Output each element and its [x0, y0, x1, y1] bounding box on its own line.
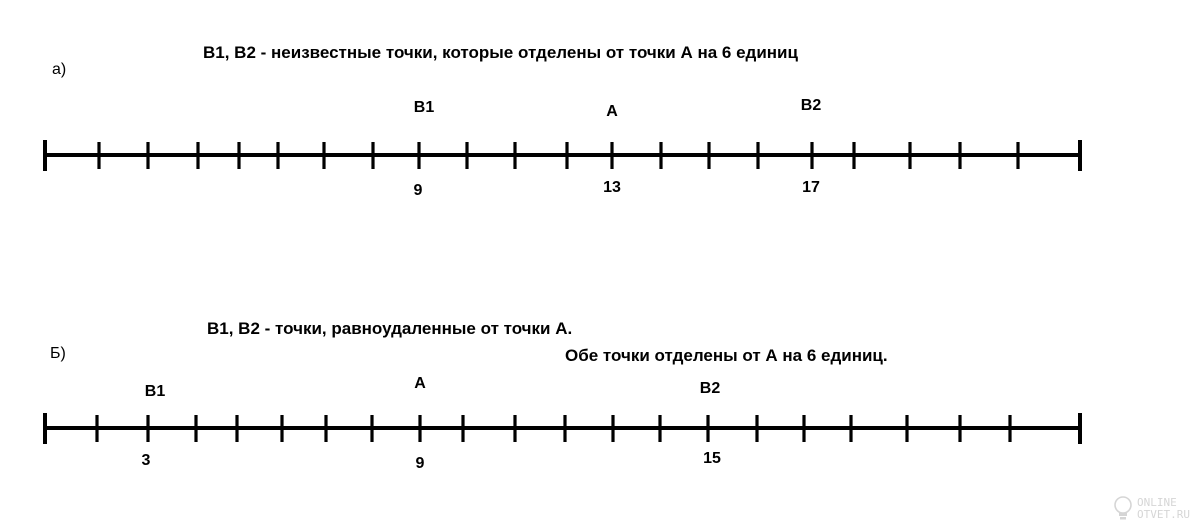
part-a-letter: а): [52, 61, 67, 78]
point-b2-label-b: В2: [699, 380, 721, 397]
point-a-label-a: А: [606, 103, 618, 120]
point-a-label-b: А: [414, 375, 426, 392]
part-a-heading: В1, В2 - неизвестные точки, которые отделены от точки А на 6 единиц: [203, 43, 798, 62]
number-13-a: 13: [603, 179, 621, 196]
part-b-subheading: Обе точки отделены от А на 6 единиц.: [565, 346, 888, 365]
number-15-b: 15: [703, 450, 721, 467]
part-b-letter: Б): [50, 345, 66, 362]
point-b2-label-a: В2: [800, 97, 822, 114]
number-9-b: 9: [415, 455, 425, 472]
watermark-line2: OTVET.RU: [1137, 508, 1190, 521]
watermark-line1: ONLINE: [1137, 496, 1177, 510]
number-3-b: 3: [141, 452, 151, 469]
number-9-a: 9: [413, 182, 423, 199]
point-b1-label-a: В1: [413, 99, 435, 116]
number-17-a: 17: [802, 179, 820, 196]
point-b1-label-b: В1: [144, 383, 166, 400]
part-b-heading: В1, В2 - точки, равноудаленные от точки А.: [207, 319, 573, 338]
